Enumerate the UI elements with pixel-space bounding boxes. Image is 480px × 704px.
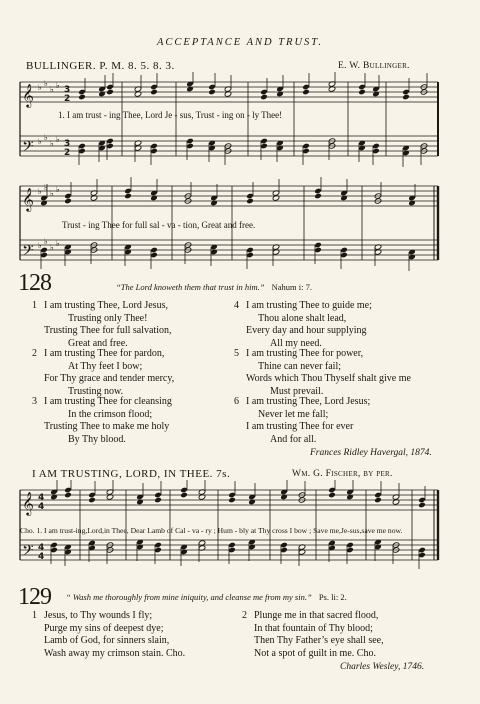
author-128: Frances Ridley Havergal, 1874. (310, 448, 432, 458)
svg-text:4: 4 (38, 552, 45, 562)
svg-text:♭: ♭ (38, 137, 42, 146)
svg-text:♭: ♭ (44, 79, 48, 88)
note-head (64, 198, 72, 204)
note-head (260, 94, 268, 100)
stanza-line: All my need. (270, 337, 322, 349)
note-head (374, 497, 382, 503)
stanza-line: Trusting Thee for full salvation, (44, 325, 172, 336)
note-head (358, 89, 366, 95)
svg-text:2: 2 (64, 94, 71, 104)
stanza-line: In that fountain of Thy blood; (254, 622, 373, 634)
svg-text:♭: ♭ (50, 139, 54, 148)
svg-text:4: 4 (38, 502, 45, 512)
stanza-number: 2 (242, 610, 247, 621)
epigraph-text-128: “The Lord knoweth them that trust in him.” (116, 282, 265, 292)
svg-text:4: 4 (38, 543, 45, 553)
stanza-line: I am trusting Thee, Lord Jesus; (246, 396, 371, 407)
stanza-line: I am trusting Thee for ever (246, 421, 354, 432)
stanza-line: Thine can never fail; (258, 360, 342, 372)
stanza-line: And for all. (270, 433, 317, 445)
note-head (328, 492, 336, 498)
stanza-line: By Thy blood. (68, 433, 126, 445)
svg-text:♭: ♭ (44, 133, 48, 142)
svg-text:𝄢: 𝄢 (22, 138, 34, 159)
epigraph-129 (66, 592, 347, 602)
stanza-line: Trusting Thee to make me holy (44, 421, 170, 432)
running-head: ACCEPTANCE AND TRUST. (157, 37, 323, 48)
stanza-line: Trusting now. (68, 385, 124, 397)
stanza-128-3 (32, 396, 172, 446)
composer-trusting: Wm. G. Fischer, by per. (292, 469, 393, 479)
svg-text:♭: ♭ (38, 83, 42, 92)
stanza-128-6 (234, 396, 370, 446)
stanza-line: Then Thy Father’s eye shall see, (254, 635, 384, 646)
note-head (78, 94, 86, 100)
epigraph-text-129: “ Wash me thoroughly from mine iniquity, and cleanse me from my sin.” (66, 592, 312, 602)
epigraph-ref-129: Ps. li: 2. (318, 592, 347, 602)
note-head (228, 497, 236, 503)
note-head (106, 89, 114, 95)
note-head (246, 198, 254, 204)
stanza-number: 3 (32, 396, 37, 407)
note-head (402, 94, 410, 100)
stanza-line: I am trusting Thee for power, (246, 348, 364, 359)
stanza-line: Great and free. (68, 337, 128, 349)
svg-text:𝄞: 𝄞 (22, 187, 34, 211)
stanza-number: 1 (32, 610, 37, 621)
stanza-line: Must prevail. (270, 385, 324, 397)
stanza-number: 5 (234, 348, 239, 359)
note-head (180, 492, 188, 498)
stanza-line: Jesus, to Thy wounds I fly; (44, 610, 153, 621)
tune-name-bullinger: BULLINGER. P. M. 8. 5. 8. 3. (26, 60, 175, 72)
tune-name-trusting: I AM TRUSTING, LORD, IN THEE. 7s. (32, 468, 231, 480)
svg-text:2: 2 (64, 148, 71, 158)
stanza-number: 1 (32, 300, 37, 311)
note-head (88, 497, 96, 503)
note-head (208, 89, 216, 95)
epigraph-ref-128: Nahum i: 7. (271, 282, 312, 292)
stanza-line: I am trusting Thee for cleansing (44, 396, 172, 407)
svg-text:♭: ♭ (50, 243, 54, 252)
svg-text:♭: ♭ (38, 187, 42, 196)
svg-text:♭: ♭ (38, 241, 42, 250)
svg-text:𝄢: 𝄢 (22, 242, 34, 263)
stanza-line: Wash away my crimson stain. Cho. (44, 647, 186, 659)
svg-text:𝄞: 𝄞 (22, 83, 34, 107)
svg-text:3: 3 (64, 139, 71, 149)
svg-text:♭: ♭ (56, 81, 60, 90)
hymn-number-128: 128 (18, 270, 51, 296)
lyrics-bullinger-line-2: Trust - ing Thee for full sal - va - tion, Great and free. (62, 220, 256, 230)
svg-text:𝄞: 𝄞 (22, 491, 34, 515)
stanza-line: Words which Thou Thyself shalt give me (246, 373, 411, 384)
note-head (418, 502, 426, 508)
stanza-line: I am trusting Thee to guide me; (246, 300, 372, 311)
stanza-line: Lamb of God, for sinners slain, (44, 635, 170, 646)
stanza-line: Plunge me in that sacred flood, (254, 610, 379, 621)
note-head (150, 89, 158, 95)
stanza-line: At Thy feet I bow; (68, 360, 143, 372)
stanza-line: Every day and hour supplying (246, 325, 367, 336)
lyrics-bullinger-line-1: 1. I am trust - ing Thee, Lord Je - sus, Trust - ing on - ly Thee! (58, 110, 283, 120)
svg-text:3: 3 (64, 85, 71, 95)
author-129: Charles Wesley, 1746. (340, 662, 425, 672)
stanza-line: Trusting only Thee! (68, 312, 148, 324)
note-head (314, 193, 322, 199)
stanza-128-1 (32, 300, 172, 350)
stanza-line: Not a spot of guilt in me. Cho. (254, 647, 376, 659)
svg-text:♭: ♭ (44, 183, 48, 192)
stanza-number: 6 (234, 396, 239, 407)
stanza-line: In the crimson flood; (68, 408, 153, 420)
stanza-line: Never let me fall; (258, 408, 329, 420)
svg-text:♭: ♭ (56, 185, 60, 194)
stanza-number: 4 (234, 300, 239, 311)
note-head (124, 193, 132, 199)
stanza-128-2 (32, 348, 174, 398)
svg-text:4: 4 (38, 493, 45, 503)
stanza-line: Thou alone shalt lead, (258, 312, 347, 324)
svg-text:♭: ♭ (56, 239, 60, 248)
stanza-line: Purge my sins of deepest dye; (44, 622, 164, 634)
music-system-1 (14, 72, 444, 172)
svg-text:♭: ♭ (44, 237, 48, 246)
stanza-number: 2 (32, 348, 37, 359)
composer-bullinger: E. W. Bullinger. (338, 61, 410, 71)
note-head (154, 497, 162, 503)
note-head (64, 492, 72, 498)
stanza-129-2 (242, 610, 384, 660)
stanza-line: I am trusting Thee, Lord Jesus, (44, 300, 168, 311)
stanza-line: For Thy grace and tender mercy, (44, 373, 175, 384)
hymn-number-129: 129 (18, 584, 51, 610)
lyrics-trusting: Cho. 1. I am trust-ing,Lord,in Thee, Dear Lamb of Cal - va - ry ; Hum - bly at Thy cross I bow ; Save me,Je-sus,save me now. (20, 526, 403, 535)
svg-text:𝄢: 𝄢 (22, 542, 34, 563)
svg-text:♭: ♭ (50, 189, 54, 198)
stanza-128-4 (234, 300, 372, 350)
note-head (302, 89, 310, 95)
svg-text:♭: ♭ (50, 85, 54, 94)
stanza-line: I am trusting Thee for pardon, (44, 348, 165, 359)
svg-text:♭: ♭ (56, 135, 60, 144)
epigraph-128 (116, 282, 312, 292)
stanza-128-5 (234, 348, 411, 398)
stanza-129-1 (32, 610, 185, 660)
